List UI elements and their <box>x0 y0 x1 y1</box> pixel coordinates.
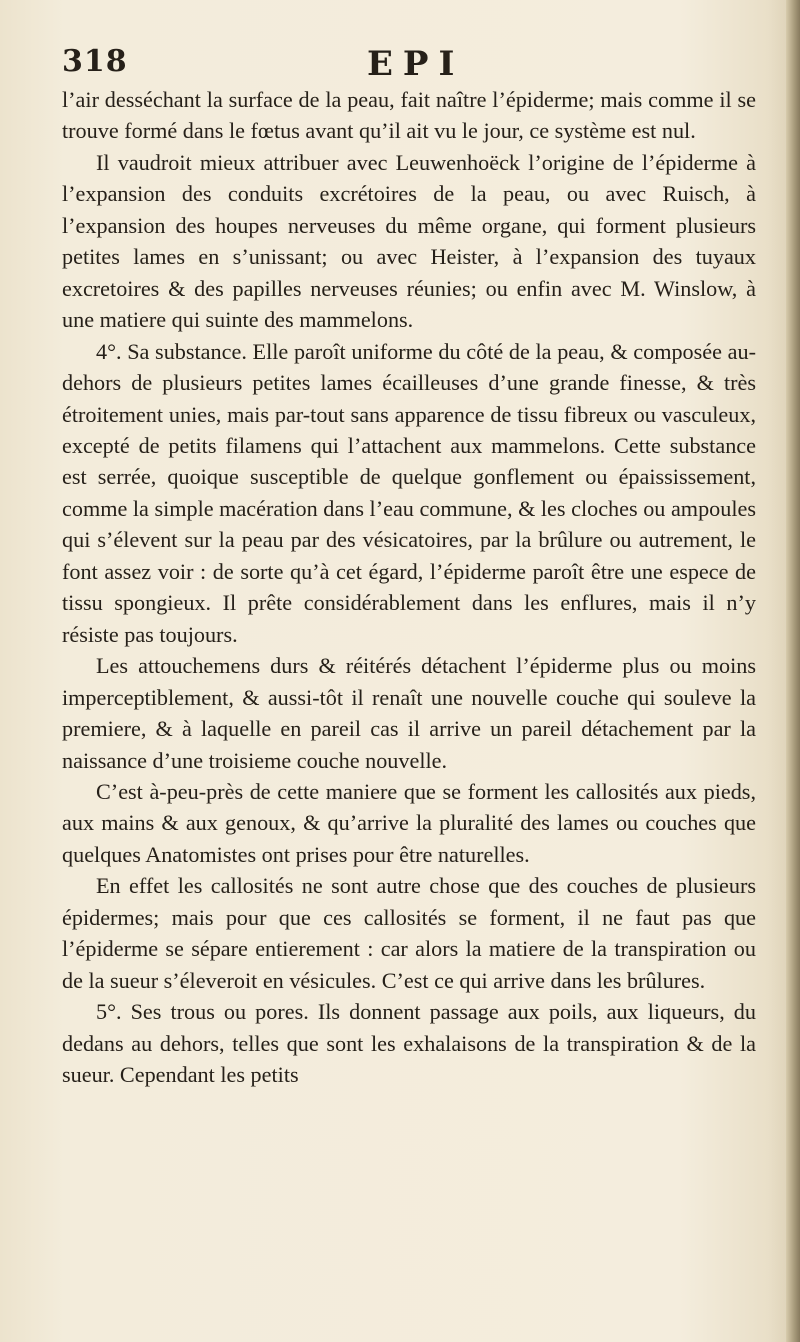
page-number: 318 <box>62 44 128 79</box>
paragraph: C’est à-peu-près de cette maniere que se forment les callosités aux pieds, aux mains & aux genoux, & qu’arrive la pluralité des lames ou couches que quelques Anatomistes ont prises pour être naturelles. <box>62 778 756 867</box>
body-text <box>62 84 756 1091</box>
page-edge <box>786 0 800 1342</box>
paragraph: 5°. Ses trous ou pores. Ils donnent passage aux poils, aux liqueurs, du dedans au dehors, telles que sont les exhalaisons de la transpiration & de la sueur. Cependant les petits <box>62 999 756 1088</box>
paragraph: Les attouchemens durs & réitérés détachent l’épiderme plus ou moins imperceptiblement, & aussi-tôt il renaît une nouvelle couche qui souleve la premiere, & à laquelle en pareil cas il arrive un pareil détachement par la naissance d’une troisieme couche nouvelle. <box>62 653 756 773</box>
paragraph: 4°. Sa substance. Elle paroît uniforme du côté de la peau, & composée au-dehors de plusieurs petites lames écailleuses d’une grande finesse, & très étroitement unies, mais par-tout sans apparence de tissu fibreux ou vasculeux, excepté de petits filamens qui l’attachent aux mammelons. Cette substance est serrée, quoique susceptible de quelque gonflement ou épaississement, comme la simple macération dans l’eau commune, & les cloches ou ampoules qui s’élevent sur la peau par des vésicatoires, par la brûlure ou autrement, le font assez voir : de sorte qu’à cet égard, l’épiderme paroît être une espece de tissu spongieux. Il prête considérablement dans les enflures, mais il n’y résiste pas toujours. <box>62 338 756 647</box>
running-head: EPI <box>367 44 465 84</box>
paragraph: Il vaudroit mieux attribuer avec Leuwenhoëck l’origine de l’épiderme à l’expansion des conduits excrétoires de la peau, ou avec Ruisch, à l’expansion des houpes nerveuses du même organe, qui forment plusieurs petites lames en s’unissant; ou avec Heister, à l’expansion des tuyaux excretoires & des papilles nerveuses réunies; ou enfin avec M. Winslow, à une matiere qui suinte des mammelons. <box>62 149 756 333</box>
paragraph: En effet les callosités ne sont autre chose que des couches de plusieurs épidermes; mais pour que ces callosités se forment, il ne faut pas que l’épiderme se sépare entierement : car alors la matiere de la transpiration ou de la sueur s’éleveroit en vésicules. C’est ce qui arrive dans les brûlures. <box>62 873 756 993</box>
paragraph: l’air desséchant la surface de la peau, fait naître l’épiderme; mais comme il se trouve formé dans le fœtus avant qu’il ait vu le jour, ce système est nul. <box>62 87 756 144</box>
